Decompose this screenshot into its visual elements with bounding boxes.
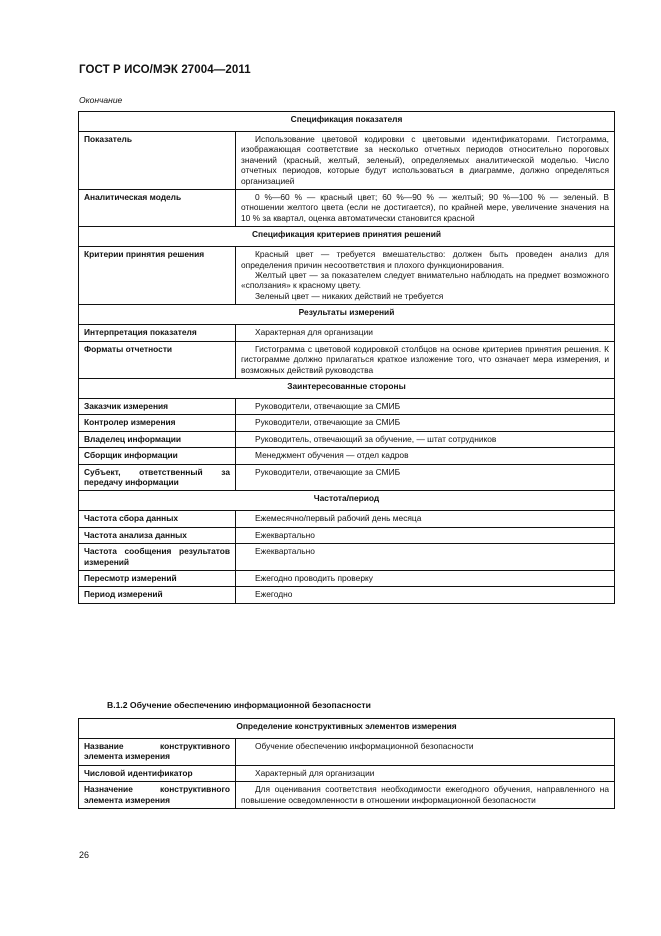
- value-paragraph: 0 %—60 % — красный цвет; 60 %—90 % — желтый; 90 %—100 % — зеленый. В отношении желтого цвета (если не достигается), по крайней мере, увеличение значения на 10 % за квартал, оценка автоматически становится красной: [241, 192, 610, 223]
- table-row: [79, 782, 615, 809]
- table-row: [79, 341, 615, 378]
- value-paragraph: Для оценивания соответствия необходимости ежегодного обучения, направленного на повышение осведомленности в отношении информационной безопасности: [241, 784, 609, 805]
- value-paragraph: Использование цветовой кодировки с цветовыми идентификаторами. Гистограмма, изображающая соответствие за несколько отчетных периодов относительно пороговых значений (красный, желтый, зеленый), определяемых аналитической моделью. Число отчетных периодов, которые будут использоваться в диаграмме, должно определяться организацией: [241, 134, 610, 186]
- row-value: [236, 341, 615, 378]
- section-title: Спецификация критериев принятия решений: [79, 227, 615, 247]
- document-title: ГОСТ Р ИСО/МЭК 27004—2011: [79, 64, 251, 76]
- value-paragraph: Ежегодно: [255, 589, 293, 600]
- row-label: Назначение конструктивного элемента измерения: [79, 782, 236, 809]
- section-header-row: [79, 719, 615, 739]
- construct-definition-table: [78, 718, 615, 809]
- value-paragraph: Ежемесячно/первый рабочий день месяца: [255, 513, 422, 524]
- table-row: [79, 527, 615, 543]
- row-label: Частота анализа данных: [79, 527, 236, 543]
- table2-body: [79, 719, 615, 809]
- row-label: Частота сообщения результатов измерений: [79, 544, 236, 571]
- row-label: Субъект, ответственный за передачу информации: [79, 464, 236, 491]
- table-row: [79, 431, 615, 447]
- table-row: [79, 739, 615, 766]
- table-row: [79, 448, 615, 464]
- row-label: Числовой идентификатор: [79, 765, 236, 781]
- value-paragraph: Ежегодно проводить проверку: [255, 572, 373, 583]
- row-value: [236, 325, 615, 341]
- section-title: Спецификация показателя: [79, 112, 615, 132]
- section-header-row: [79, 491, 615, 511]
- table-row: [79, 587, 615, 603]
- value-paragraph: Руководитель, отвечающий за обучение, — штат сотрудников: [255, 433, 497, 444]
- value-paragraph: Зеленый цвет — никаких действий не требуется: [255, 290, 444, 301]
- row-value: [236, 527, 615, 543]
- row-value: [236, 511, 615, 527]
- row-value: [236, 448, 615, 464]
- value-paragraph: Гистограмма с цветовой кодировкой столбцов на основе критериев принятия решения. К гистограмме должно прилагаться краткое изложение того, что означает мера измерения, и возможных действий руководства: [241, 343, 610, 375]
- table-row: [79, 544, 615, 571]
- row-label: Форматы отчетности: [79, 341, 236, 378]
- row-value: [236, 544, 615, 571]
- row-label: Частота сбора данных: [79, 511, 236, 527]
- row-value: [236, 190, 615, 227]
- table-row: [79, 570, 615, 586]
- table-row: [79, 415, 615, 431]
- row-label: Период измерений: [79, 587, 236, 603]
- section-header-row: [79, 378, 615, 398]
- section-header-row: [79, 305, 615, 325]
- row-label: Критерии принятия решения: [79, 247, 236, 305]
- row-value: [236, 570, 615, 586]
- value-paragraph: Красный цвет — требуется вмешательство: должен быть проведен анализ для определения причин несоответствия и плохого функционирования.: [241, 249, 610, 270]
- section-title: Частота/период: [79, 491, 615, 511]
- value-paragraph: Руководители, отвечающие за СМИБ: [255, 400, 401, 411]
- table-row: [79, 464, 615, 491]
- section-header-row: [79, 227, 615, 247]
- table-row: [79, 398, 615, 414]
- row-label: Аналитическая модель: [79, 190, 236, 227]
- row-value: [236, 739, 615, 766]
- value-paragraph: Желтый цвет — за показателем следует внимательно наблюдать на предмет возможного «сползания» к красному цвету.: [241, 270, 610, 291]
- section-title: Определение конструктивных элементов измерения: [79, 719, 615, 739]
- table1-body: [79, 112, 615, 604]
- value-paragraph: Характерная для организации: [255, 327, 373, 338]
- table-row: [79, 325, 615, 341]
- row-value: [236, 587, 615, 603]
- row-label: Интерпретация показателя: [79, 325, 236, 341]
- table-row: [79, 511, 615, 527]
- table-row: [79, 132, 615, 190]
- section-title: Заинтересованные стороны: [79, 378, 615, 398]
- table-row: [79, 190, 615, 227]
- section-title: Результаты измерений: [79, 305, 615, 325]
- row-value: [236, 247, 615, 305]
- row-value: [236, 415, 615, 431]
- row-label: Контролер измерения: [79, 415, 236, 431]
- table-row: [79, 765, 615, 781]
- value-paragraph: Ежеквартально: [255, 529, 315, 540]
- value-paragraph: Руководители, отвечающие за СМИБ: [255, 417, 401, 428]
- row-label: Сборщик информации: [79, 448, 236, 464]
- measurement-spec-table: [78, 111, 615, 604]
- value-paragraph: Характерный для организации: [255, 767, 375, 778]
- table-row: [79, 247, 615, 305]
- row-label: Название конструктивного элемента измерения: [79, 739, 236, 766]
- row-label: Пересмотр измерений: [79, 570, 236, 586]
- row-value: [236, 132, 615, 190]
- page-number: 26: [79, 850, 90, 860]
- row-label: Показатель: [79, 132, 236, 190]
- subsection-heading: B.1.2 Обучение обеспечению информационной безопасности: [107, 700, 371, 710]
- row-label: Заказчик измерения: [79, 398, 236, 414]
- continuation-note: Окончание: [79, 95, 123, 105]
- row-value: [236, 765, 615, 781]
- value-paragraph: Руководители, отвечающие за СМИБ: [255, 466, 401, 477]
- value-paragraph: Обучение обеспечению информационной безопасности: [255, 741, 474, 751]
- section-header-row: [79, 112, 615, 132]
- row-label: Владелец информации: [79, 431, 236, 447]
- row-value: [236, 464, 615, 491]
- value-paragraph: Менеджмент обучения — отдел кадров: [255, 450, 409, 461]
- row-value: [236, 431, 615, 447]
- row-value: [236, 398, 615, 414]
- row-value: [236, 782, 615, 809]
- value-paragraph: Ежеквартально: [255, 546, 315, 557]
